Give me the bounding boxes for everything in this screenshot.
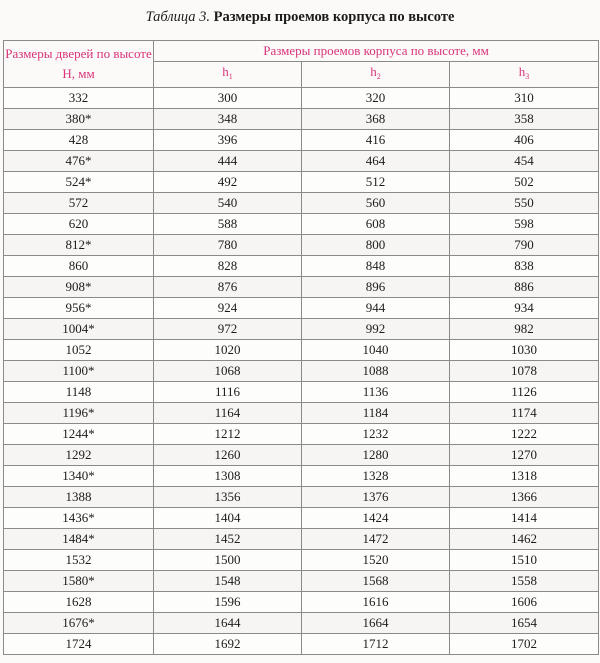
h2-cell: 368 [302,109,450,130]
table-row [4,298,599,319]
h1-cell: 396 [154,130,302,151]
h1-cell: 1116 [154,382,302,403]
h1-cell: 588 [154,214,302,235]
h1-cell: 1548 [154,571,302,592]
table-body [4,88,599,655]
caption-title: Размеры проемов корпуса по высоте [213,9,455,25]
h1-index: 1 [228,72,233,81]
table-row [4,235,599,256]
h3-cell: 790 [450,235,599,256]
h1-cell: 1020 [154,340,302,361]
table-row [4,172,599,193]
h3-cell: 1654 [450,613,599,634]
door-height-cell: 620 [4,214,154,235]
caption-label: Таблица 3. [145,9,211,25]
table-header [4,41,599,88]
table-caption [0,8,600,26]
h2-cell: 1376 [302,487,450,508]
h2-cell: 1184 [302,403,450,424]
door-height-cell: 1100* [4,361,154,382]
h2-cell: 416 [302,130,450,151]
table-row [4,340,599,361]
door-height-cell: 1244* [4,424,154,445]
h1-cell: 876 [154,277,302,298]
door-height-cell: 1292 [4,445,154,466]
door-height-cell: 1580* [4,571,154,592]
door-height-cell: 1436* [4,508,154,529]
h2-cell: 1328 [302,466,450,487]
door-height-cell: 1532 [4,550,154,571]
door-height-cell: 1628 [4,592,154,613]
door-height-header: Размеры дверей по высоте Н, мм [4,41,154,88]
table-row [4,529,599,550]
h3-cell: 1078 [450,361,599,382]
table-row [4,319,599,340]
table-row [4,151,599,172]
h3-cell: 550 [450,193,599,214]
door-height-cell: 1148 [4,382,154,403]
table-row [4,88,599,109]
h3-cell: 310 [450,88,599,109]
h3-cell: 598 [450,214,599,235]
h2-index: 2 [376,72,381,81]
table-row [4,550,599,571]
h3-cell: 982 [450,319,599,340]
table-row [4,193,599,214]
table-row [4,508,599,529]
h1-cell: 1452 [154,529,302,550]
table-row [4,445,599,466]
h1-cell: 1212 [154,424,302,445]
door-height-cell: 1052 [4,340,154,361]
door-height-cell: 1676* [4,613,154,634]
h2-cell: 944 [302,298,450,319]
door-height-cell: 332 [4,88,154,109]
h3-cell: 1558 [450,571,599,592]
door-height-cell: 1724 [4,634,154,655]
h3-index: 3 [525,72,530,81]
h1-cell: 444 [154,151,302,172]
h3-cell: 838 [450,256,599,277]
h1-cell: 1260 [154,445,302,466]
h2-cell: 1472 [302,529,450,550]
h3-cell: 1126 [450,382,599,403]
door-height-cell: 428 [4,130,154,151]
h2-cell: 1088 [302,361,450,382]
h2-header [302,62,450,88]
h1-cell: 972 [154,319,302,340]
table-row [4,634,599,655]
h1-cell: 924 [154,298,302,319]
door-height-cell: 572 [4,193,154,214]
h3-cell: 454 [450,151,599,172]
h2-cell: 1040 [302,340,450,361]
h1-cell: 540 [154,193,302,214]
h3-cell: 1606 [450,592,599,613]
h2-cell: 1136 [302,382,450,403]
h1-cell: 1596 [154,592,302,613]
h2-cell: 1520 [302,550,450,571]
table-row [4,571,599,592]
h1-letter: h [222,64,229,79]
h3-cell: 1030 [450,340,599,361]
h2-cell: 464 [302,151,450,172]
opening-heights-header: Размеры проемов корпуса по высоте, мм [154,41,599,62]
table-row [4,613,599,634]
h3-cell: 502 [450,172,599,193]
table-row [4,256,599,277]
h2-cell: 608 [302,214,450,235]
door-height-cell: 1484* [4,529,154,550]
door-height-cell: 380* [4,109,154,130]
table-row [4,382,599,403]
h3-cell: 358 [450,109,599,130]
h1-cell: 1692 [154,634,302,655]
h1-cell: 1164 [154,403,302,424]
h2-cell: 1568 [302,571,450,592]
h3-cell: 1318 [450,466,599,487]
h2-cell: 560 [302,193,450,214]
table-row [4,277,599,298]
h1-cell: 780 [154,235,302,256]
door-height-cell: 524* [4,172,154,193]
door-height-cell: 812* [4,235,154,256]
h3-cell: 1510 [450,550,599,571]
h2-cell: 1712 [302,634,450,655]
table-row [4,130,599,151]
h2-cell: 1424 [302,508,450,529]
h3-cell: 406 [450,130,599,151]
dimensions-table [3,40,599,655]
table-row [4,487,599,508]
h1-cell: 828 [154,256,302,277]
door-height-cell: 956* [4,298,154,319]
h1-cell: 1644 [154,613,302,634]
h1-cell: 1308 [154,466,302,487]
h2-cell: 800 [302,235,450,256]
door-height-cell: 1340* [4,466,154,487]
h3-cell: 1414 [450,508,599,529]
h1-header [154,62,302,88]
h1-cell: 1500 [154,550,302,571]
h1-cell: 348 [154,109,302,130]
table-row [4,109,599,130]
h1-cell: 1356 [154,487,302,508]
table-row [4,592,599,613]
h3-header [450,62,599,88]
h3-cell: 934 [450,298,599,319]
table-row [4,466,599,487]
h3-cell: 1462 [450,529,599,550]
h2-cell: 896 [302,277,450,298]
door-height-cell: 908* [4,277,154,298]
h3-cell: 1222 [450,424,599,445]
table-row [4,424,599,445]
h2-cell: 1616 [302,592,450,613]
h3-cell: 1174 [450,403,599,424]
h3-cell: 1366 [450,487,599,508]
h1-cell: 1068 [154,361,302,382]
door-height-cell: 476* [4,151,154,172]
h2-cell: 992 [302,319,450,340]
h2-cell: 848 [302,256,450,277]
h2-cell: 512 [302,172,450,193]
h2-cell: 1280 [302,445,450,466]
h3-cell: 886 [450,277,599,298]
h3-cell: 1270 [450,445,599,466]
table-row [4,361,599,382]
h1-cell: 492 [154,172,302,193]
h2-letter: h [370,64,377,79]
door-height-cell: 860 [4,256,154,277]
h2-cell: 1664 [302,613,450,634]
door-height-cell: 1388 [4,487,154,508]
h2-cell: 320 [302,88,450,109]
table-row [4,403,599,424]
table-row [4,214,599,235]
h1-cell: 1404 [154,508,302,529]
h3-cell: 1702 [450,634,599,655]
h1-cell: 300 [154,88,302,109]
h3-letter: h [518,64,526,79]
door-height-cell: 1004* [4,319,154,340]
h2-cell: 1232 [302,424,450,445]
door-height-cell: 1196* [4,403,154,424]
